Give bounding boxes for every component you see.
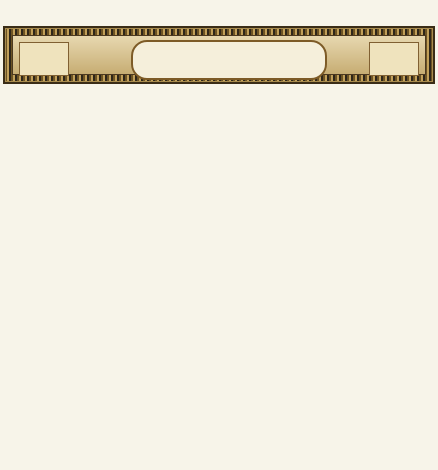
ayah-count-badge — [19, 42, 69, 76]
bismillah-line — [80, 88, 370, 118]
surah-header-panel — [12, 35, 426, 75]
previous-surah-ending-line — [0, 0, 438, 16]
surah-header-frame — [3, 26, 435, 84]
surah-order-badge — [369, 42, 419, 76]
surah-title-cartouche — [131, 40, 327, 80]
